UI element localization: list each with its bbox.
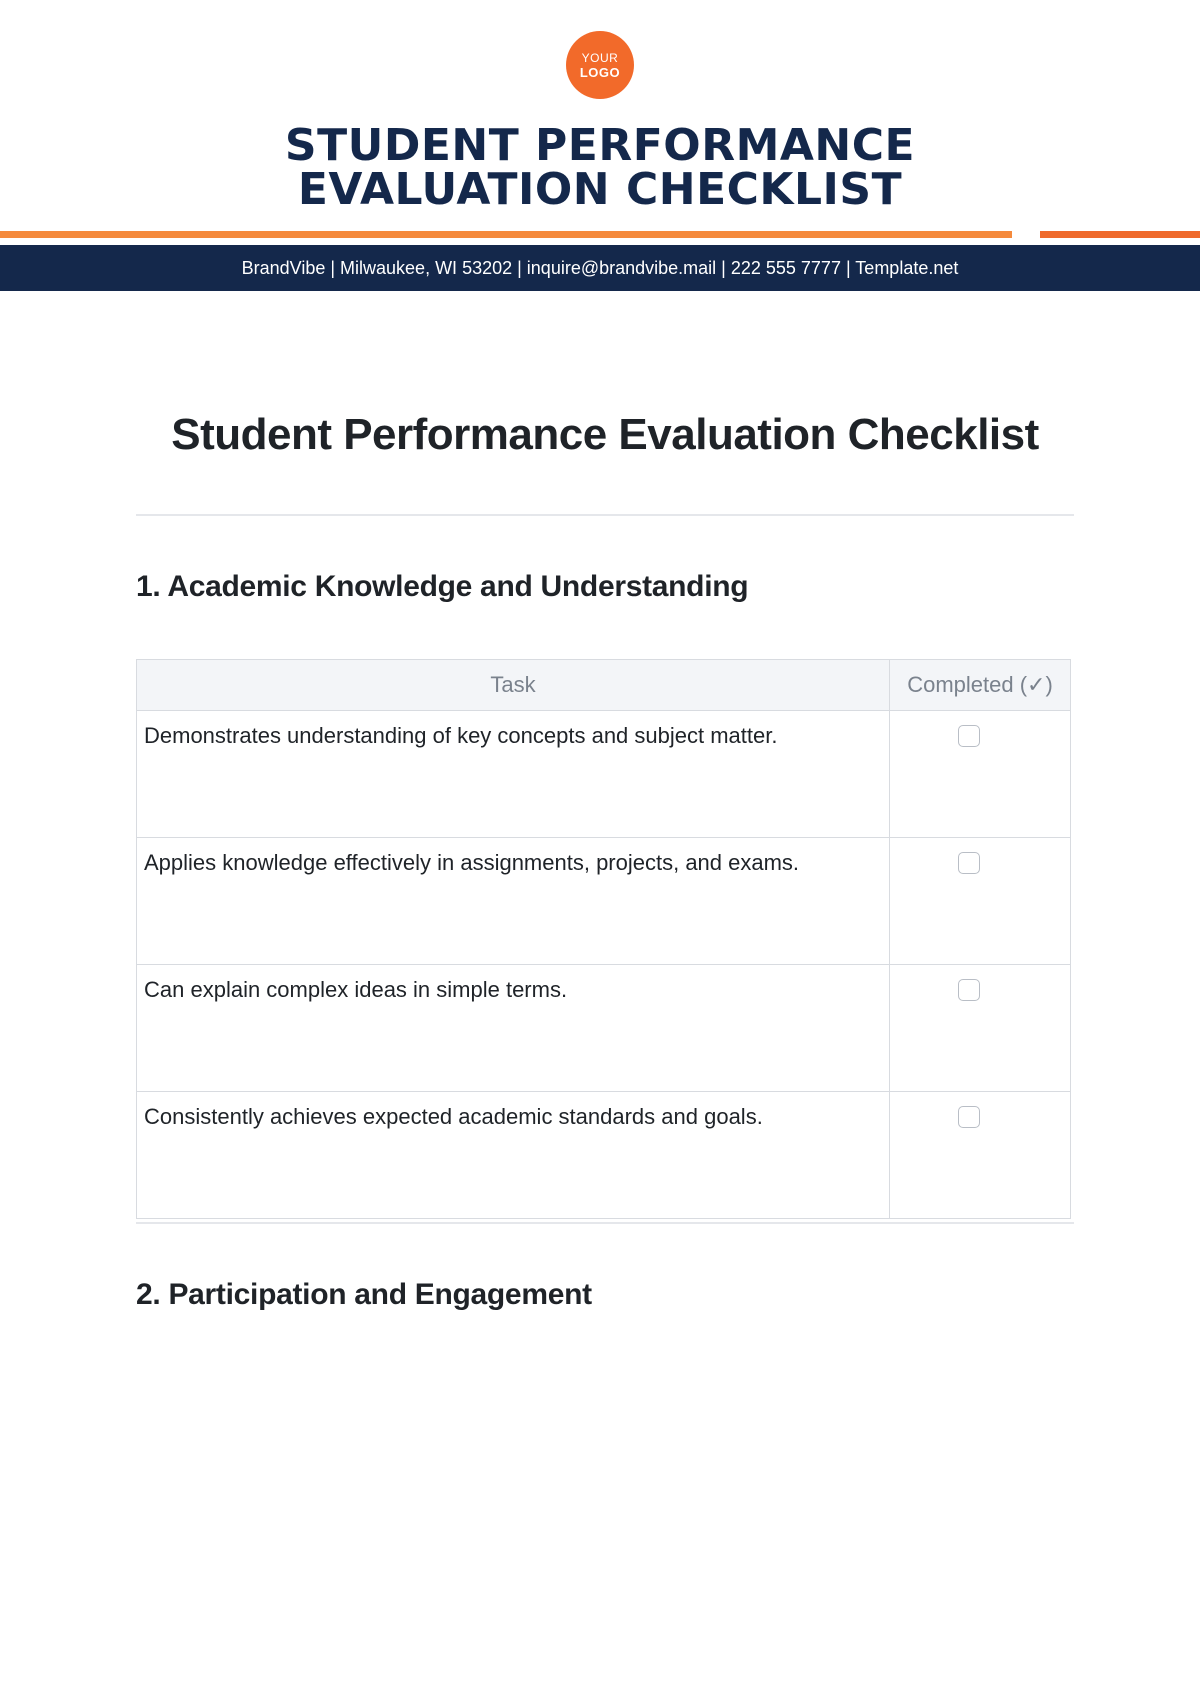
table-row bbox=[137, 711, 1071, 838]
section-heading-participation: 2. Participation and Engagement bbox=[136, 1278, 592, 1311]
section-divider bbox=[136, 514, 1074, 516]
completed-cell bbox=[890, 711, 1071, 838]
logo-text-line2: LOGO bbox=[579, 64, 621, 80]
logo-text-line1: YOUR bbox=[581, 50, 619, 65]
completed-checkbox[interactable] bbox=[958, 1106, 980, 1128]
section-heading-academic: 1. Academic Knowledge and Understanding bbox=[136, 570, 749, 603]
column-header-completed: Completed (✓) bbox=[890, 660, 1071, 711]
completed-checkbox[interactable] bbox=[958, 725, 980, 747]
completed-checkbox[interactable] bbox=[958, 979, 980, 1001]
academic-checklist-table bbox=[136, 659, 1071, 1219]
table-row bbox=[137, 838, 1071, 965]
task-cell: Can explain complex ideas in simple terms. bbox=[137, 965, 890, 1092]
document-title bbox=[0, 120, 1200, 215]
completed-cell bbox=[890, 1092, 1071, 1219]
accent-bar-right bbox=[1040, 231, 1200, 238]
contact-info: BrandVibe | Milwaukee, WI 53202 | inquire@brandvibe.mail | 222 555 7777 | Template.net bbox=[241, 257, 959, 278]
checklist-title: Student Performance Evaluation Checklist bbox=[171, 410, 1039, 459]
column-header-task: Task bbox=[137, 660, 890, 711]
accent-bar-left bbox=[0, 231, 1012, 238]
contact-band bbox=[0, 245, 1200, 291]
table-header-row bbox=[137, 660, 1071, 711]
task-cell: Consistently achieves expected academic standards and goals. bbox=[137, 1092, 890, 1219]
document-title-line2: EVALUATION CHECKLIST bbox=[297, 164, 903, 215]
table-row bbox=[137, 965, 1071, 1092]
document-title-line1: STUDENT PERFORMANCE bbox=[284, 120, 916, 171]
brand-logo bbox=[566, 31, 634, 99]
task-cell: Applies knowledge effectively in assignments, projects, and exams. bbox=[137, 838, 890, 965]
completed-cell bbox=[890, 838, 1071, 965]
section-divider bbox=[136, 1222, 1074, 1224]
completed-cell bbox=[890, 965, 1071, 1092]
task-cell: Demonstrates understanding of key concepts and subject matter. bbox=[137, 711, 890, 838]
table-row bbox=[137, 1092, 1071, 1219]
completed-checkbox[interactable] bbox=[958, 852, 980, 874]
